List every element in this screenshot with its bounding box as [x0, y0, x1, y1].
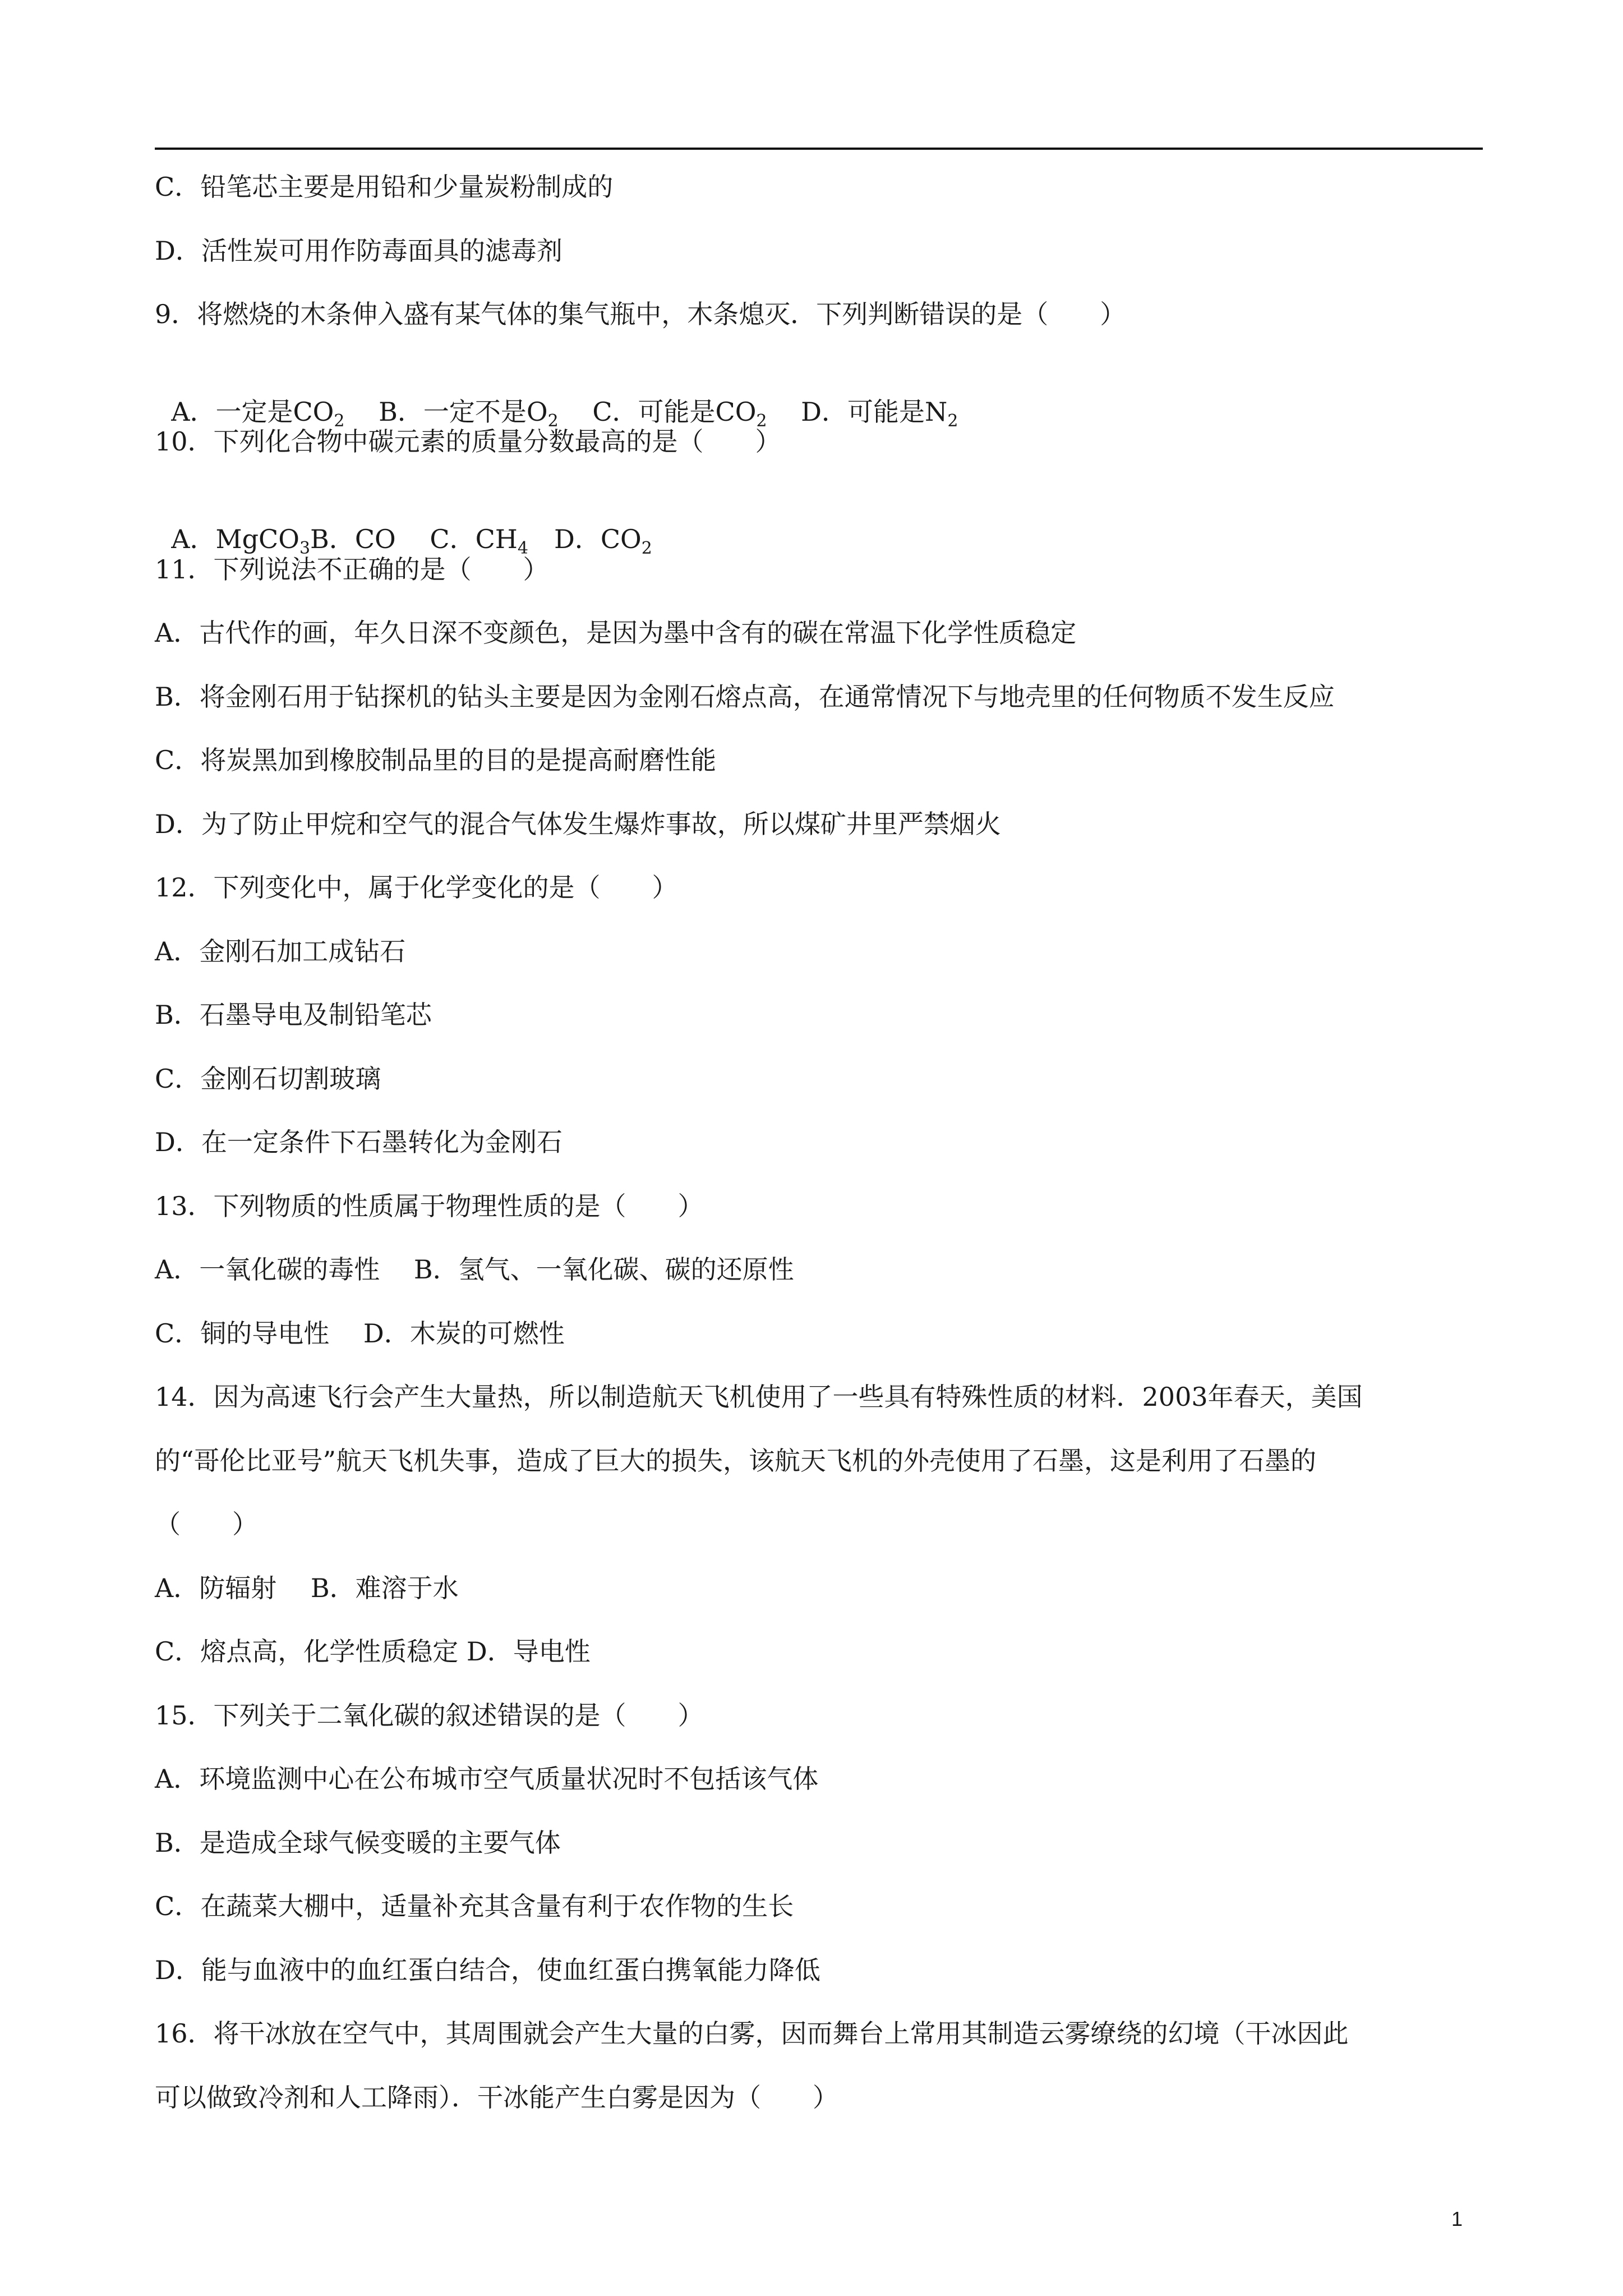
q15-stem: 15．下列关于二氧化碳的叙述错误的是（ ） [155, 1700, 704, 1731]
q9-option-a: A．一定是$CO_2$ [171, 397, 345, 431]
header-rule [155, 148, 1483, 150]
q12-option-b: B．石墨导电及制铅笔芯 [155, 1000, 432, 1030]
q10-option-d: D．$CO_2$ [554, 524, 652, 558]
q9-option-b: B．一定不是$O_2$ [379, 397, 559, 431]
q11-option-a: A．古代作的画，年久日深不变颜色，是因为墨中含有的碳在常温下化学性质稳定 [155, 618, 1077, 648]
q10-options [155, 489, 652, 556]
q14-options-ab: A．防辐射 B．难溶于水 [155, 1573, 459, 1603]
q10-option-c: C．$CH_4$ [430, 524, 528, 558]
q12-option-c: C．金刚石切割玻璃 [155, 1064, 381, 1094]
q9-option-c: C．可能是$CO_2$ [592, 397, 767, 431]
q12-option-a: A．金刚石加工成钻石 [155, 936, 406, 967]
q11-stem: 11．下列说法不正确的是（ ） [155, 554, 549, 585]
q9-option-d: D．可能是$N_2$ [801, 397, 958, 431]
q13-stem: 13．下列物质的性质属于物理性质的是（ ） [155, 1191, 704, 1221]
q15-option-c: C．在蔬菜大棚中，适量补充其含量有利于农作物的生长 [155, 1891, 794, 1921]
q15-option-a: A．环境监测中心在公布城市空气质量状况时不包括该气体 [155, 1764, 819, 1794]
q9-stem: 9．将燃烧的木条伸入盛有某气体的集气瓶中，木条熄灭．下列判断错误的是（ ） [155, 299, 1126, 329]
page-number: 1 [1451, 2207, 1463, 2230]
q8-option-c: C．铅笔芯主要是用铅和少量炭粉制成的 [155, 172, 614, 202]
q11-option-c: C．将炭黑加到橡胶制品里的目的是提高耐磨性能 [155, 745, 717, 775]
q11-option-d: D．为了防止甲烷和空气的混合气体发生爆炸事故，所以煤矿井里严禁烟火 [155, 809, 1001, 839]
q13-options-ab: A．一氧化碳的毒性 B．氢气、一氧化碳、碳的还原性 [155, 1254, 794, 1285]
q12-stem: 12．下列变化中，属于化学变化的是（ ） [155, 872, 678, 903]
q15-option-b: B．是造成全球气候变暖的主要气体 [155, 1828, 561, 1858]
q14-stem-2: 的“哥伦比亚号”航天飞机失事，造成了巨大的损失，该航天飞机的外壳使用了石墨，这是利用了石墨的 [155, 1446, 1317, 1476]
q10-stem: 10．下列化合物中碳元素的质量分数最高的是（ ） [155, 426, 781, 457]
q12-option-d: D．在一定条件下石墨转化为金刚石 [155, 1127, 562, 1157]
q9-options [155, 361, 958, 429]
q14-stem-3: （ ） [155, 1509, 258, 1539]
q8-option-d: D．活性炭可用作防毒面具的滤毒剂 [155, 236, 562, 266]
q14-options-cd: C．熔点高，化学性质稳定 D．导电性 [155, 1636, 591, 1667]
q13-options-cd: C．铜的导电性 D．木炭的可燃性 [155, 1318, 565, 1349]
q14-stem-1: 14．因为高速飞行会产生大量热，所以制造航天飞机使用了一些具有特殊性质的材料．2003年春天，美国 [155, 1382, 1363, 1412]
q15-option-d: D．能与血液中的血红蛋白结合，使血红蛋白携氧能力降低 [155, 1955, 820, 1985]
q10-option-a: A．MgCO$_3$ [171, 524, 311, 558]
q16-stem-2: 可以做致冷剂和人工降雨）．干冰能产生白雾是因为（ ） [155, 2082, 838, 2113]
q16-stem-1: 16．将干冰放在空气中，其周围就会产生大量的白雾，因而舞台上常用其制造云雾缭绕的幻境（干冰因此 [155, 2018, 1349, 2049]
q11-option-b: B．将金刚石用于钻探机的钻头主要是因为金刚石熔点高，在通常情况下与地壳里的任何物质不发生反应 [155, 682, 1335, 712]
q10-option-b: B．CO [310, 524, 396, 554]
